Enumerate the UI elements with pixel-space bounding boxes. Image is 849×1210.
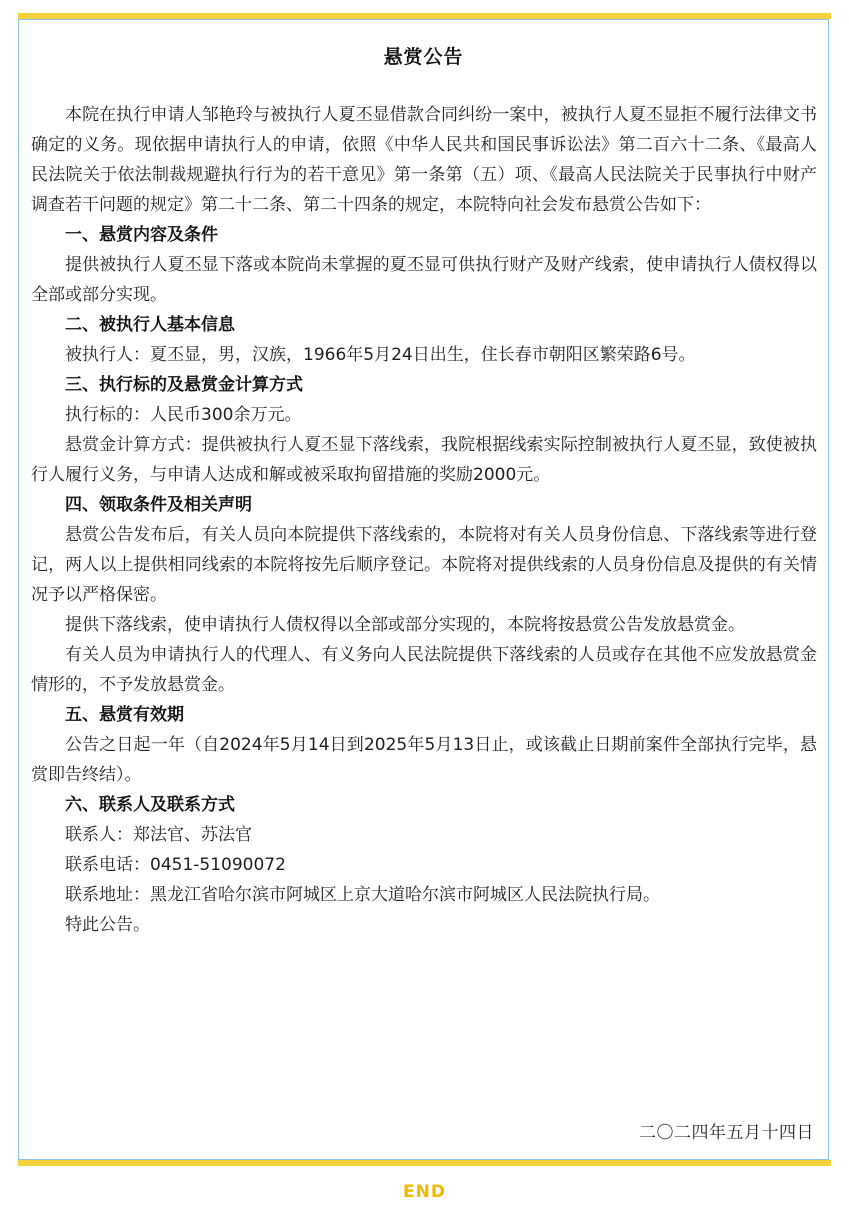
notice-date: 二〇二四年五月十四日 — [639, 1123, 814, 1143]
notice-box — [18, 19, 829, 1160]
notice-title: 悬赏公告 — [383, 46, 464, 68]
section-heading-reward-content: 一、悬赏内容及条件 — [65, 225, 218, 245]
contact-phone: 联系电话：0451-51090072 — [65, 855, 286, 875]
section-heading-contact: 六、联系人及联系方式 — [65, 795, 235, 815]
body-paragraph: 公告之日起一年（自2024年5月14日到2025年5月13日止，或该截止日期前案件全部执行完毕，悬赏即告终结）。 — [31, 735, 817, 785]
body-paragraph: 有关人员为申请执行人的代理人、有义务向人民法院提供下落线索的人员或存在其他不应发放悬赏金情形的，不予发放悬赏金。 — [31, 645, 817, 695]
bottom-accent-bar — [18, 1160, 831, 1166]
section-heading-validity: 五、悬赏有效期 — [65, 705, 184, 725]
body-paragraph: 被执行人：夏丕显，男，汉族，1966年5月24日出生，住长春市朝阳区繁荣路6号。 — [65, 345, 696, 365]
closing-statement: 特此公告。 — [65, 915, 150, 935]
body-paragraph: 提供被执行人夏丕显下落或本院尚未掌握的夏丕显可供执行财产及财产线索，使申请执行人债权得以全部或部分实现。 — [31, 255, 817, 305]
notice-content — [31, 100, 817, 940]
intro-paragraph: 本院在执行申请人邹艳玲与被执行人夏丕显借款合同纠纷一案中，被执行人夏丕显拒不履行法律文书确定的义务。现依据申请执行人的申请，依照《中华人民共和国民事诉讼法》第二百六十二条、《最高人民法院关于依法制裁规避执行行为的若干意见》第一条第（五）项、《最高人民法院关于民事执行中财产调查若干问题的规定》第二十二条、第二十四条的规定，本院特向社会发布悬赏公告如下： — [31, 105, 817, 215]
body-paragraph: 悬赏金计算方式：提供被执行人夏丕显下落线索，我院根据线索实际控制被执行人夏丕显，致使被执行人履行义务，与申请人达成和解或被采取拘留措施的奖励2000元。 — [31, 435, 817, 485]
section-heading-reward-calculation: 三、执行标的及悬赏金计算方式 — [65, 375, 303, 395]
section-heading-debtor-info: 二、被执行人基本信息 — [65, 315, 235, 335]
end-label: END — [403, 1182, 446, 1202]
contact-person: 联系人：郑法官、苏法官 — [65, 825, 252, 845]
contact-address: 联系地址：黑龙江省哈尔滨市阿城区上京大道哈尔滨市阿城区人民法院执行局。 — [65, 885, 660, 905]
body-paragraph: 提供下落线索，使申请执行人债权得以全部或部分实现的，本院将按悬赏公告发放悬赏金。 — [65, 615, 745, 635]
body-paragraph: 悬赏公告发布后，有关人员向本院提供下落线索的，本院将对有关人员身份信息、下落线索等进行登记，两人以上提供相同线索的本院将按先后顺序登记。本院将对提供线索的人员身份信息及提供的有关情况予以严格保密。 — [31, 525, 817, 605]
body-paragraph: 执行标的：人民币300余万元。 — [65, 405, 302, 425]
section-heading-claim-conditions: 四、领取条件及相关声明 — [65, 495, 252, 515]
